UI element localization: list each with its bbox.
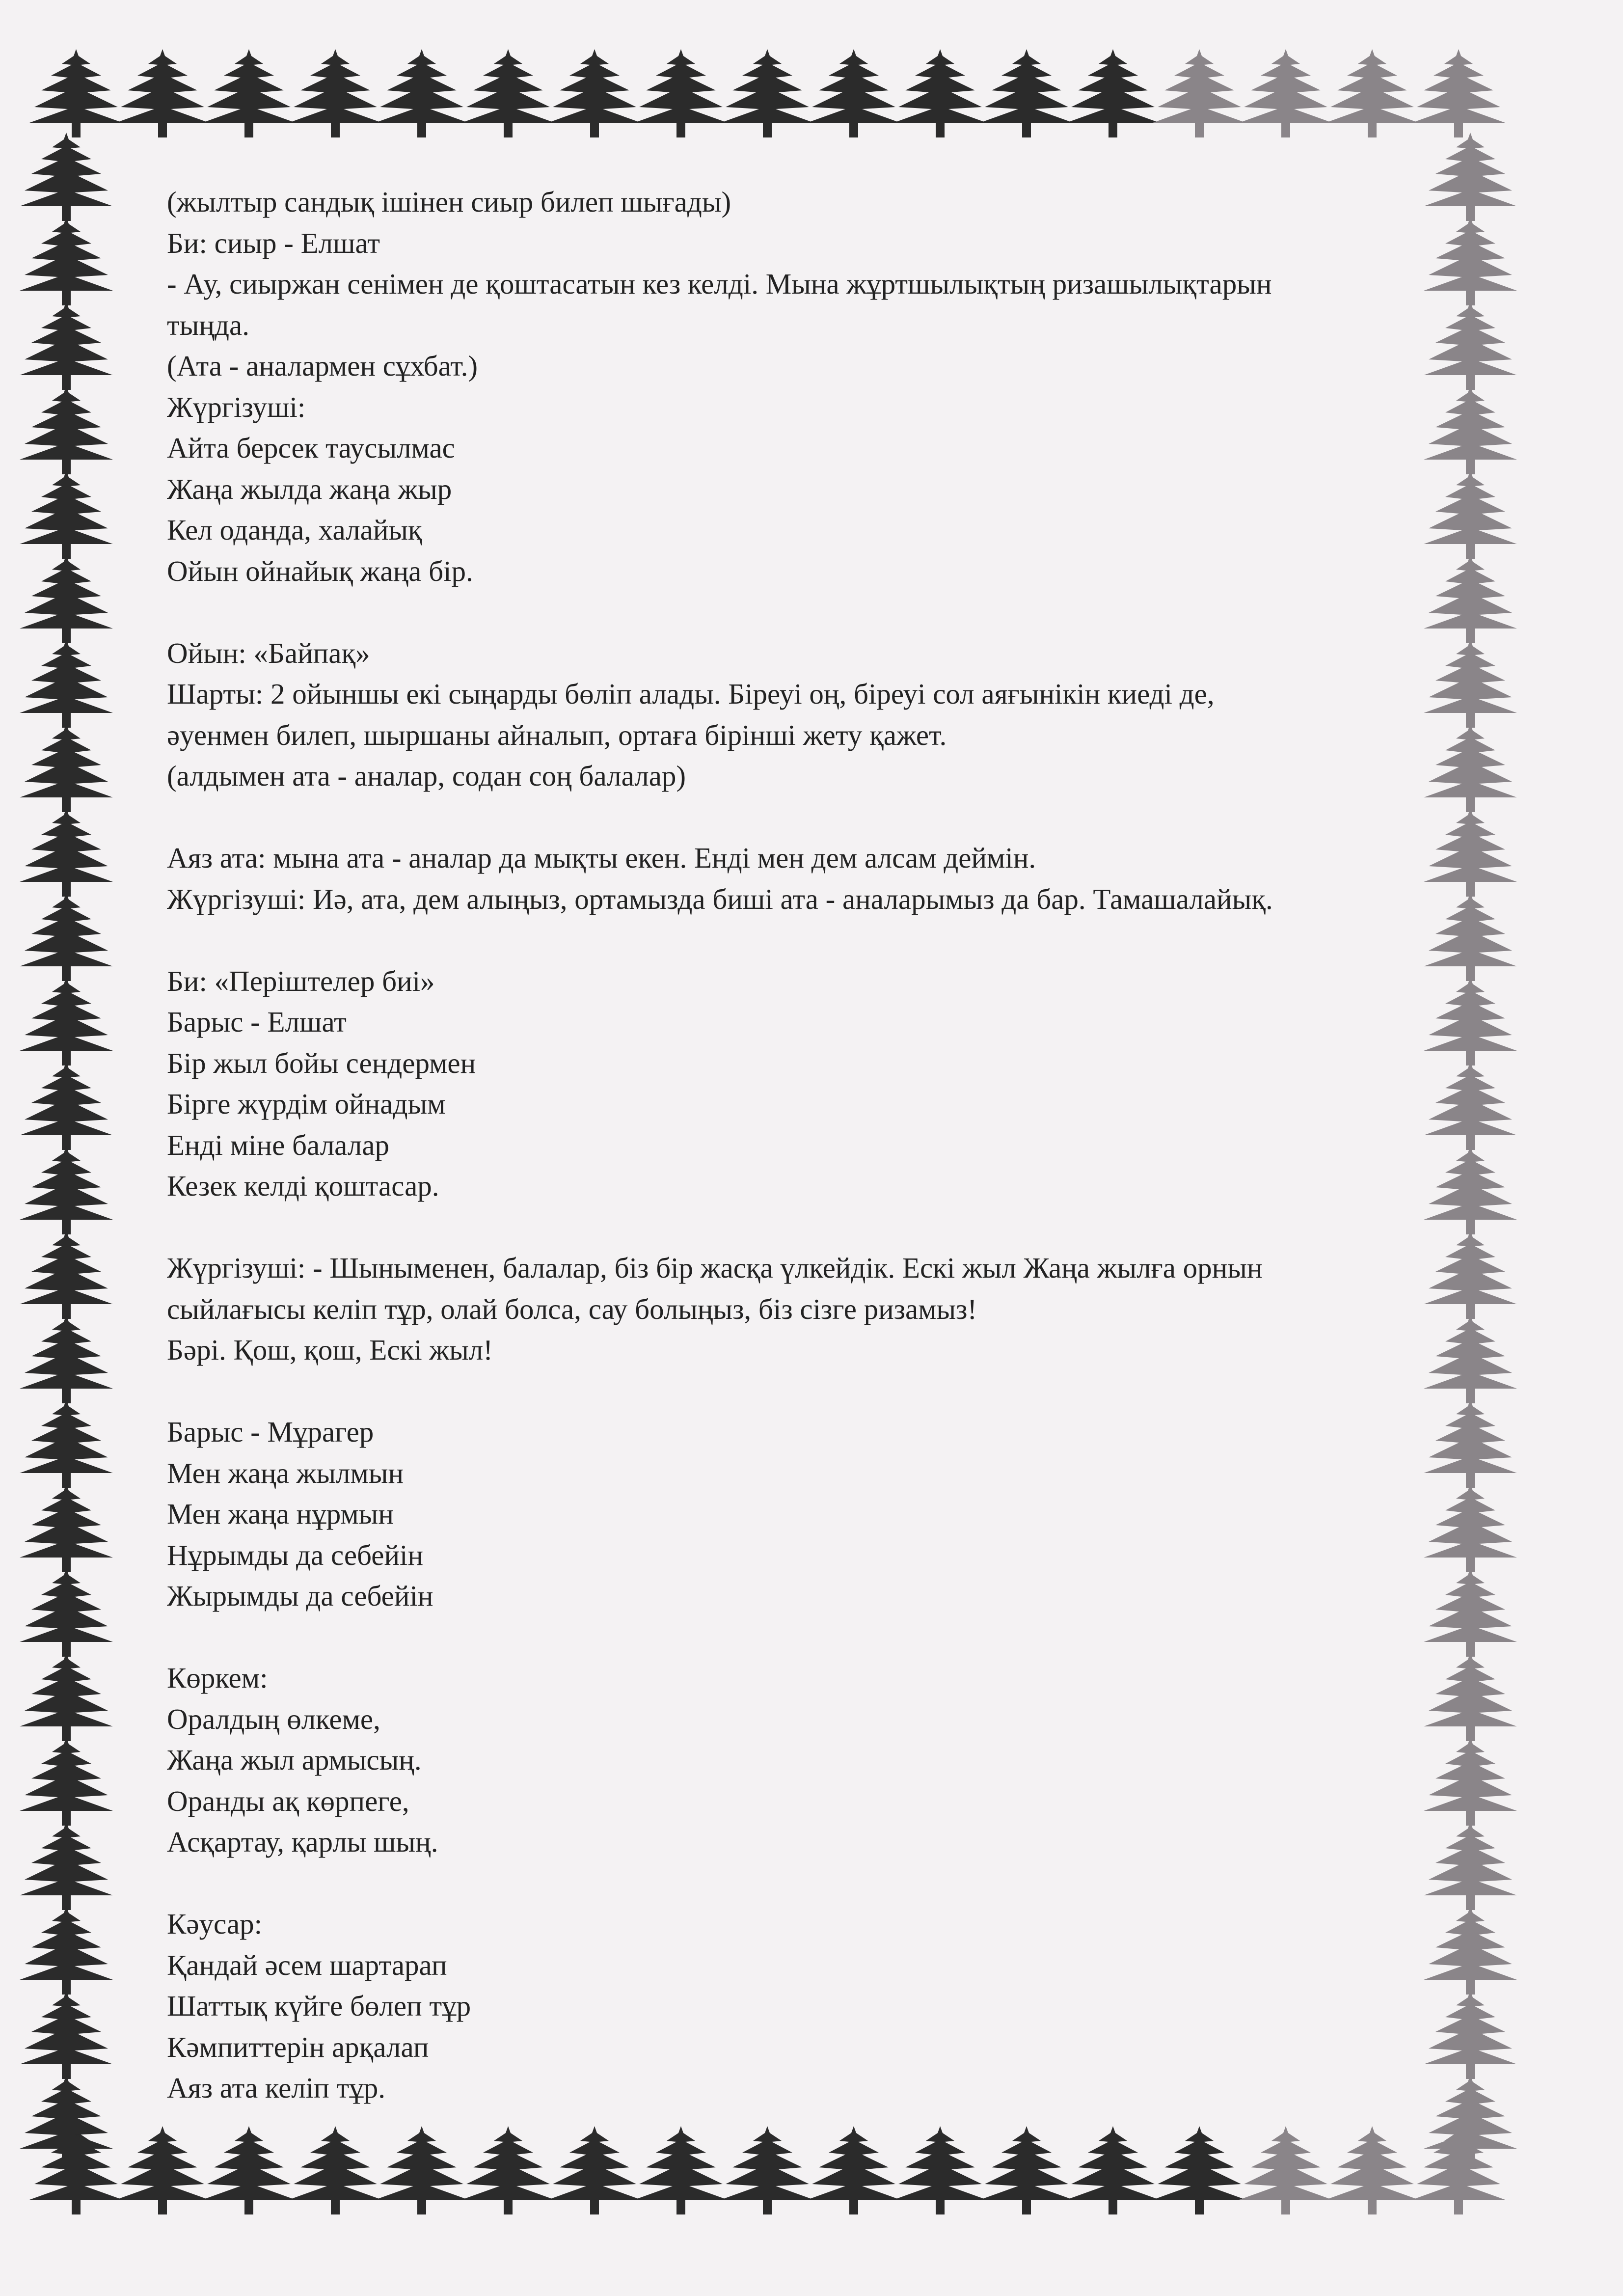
fir-tree-icon xyxy=(20,301,113,390)
fir-tree-icon xyxy=(1325,49,1419,137)
text-line: Оралдың өлкеме, xyxy=(167,1702,380,1735)
fir-tree-icon xyxy=(20,1568,113,1657)
fir-tree-icon xyxy=(721,49,814,137)
fir-tree-icon xyxy=(1412,2126,1505,2214)
fir-tree-icon xyxy=(20,1230,113,1319)
fir-tree-icon xyxy=(1325,2126,1419,2214)
text-line: Бірге жүрдім ойнадым xyxy=(167,1088,446,1120)
paragraph-gap xyxy=(167,797,1443,838)
text-line: Көркем: xyxy=(167,1662,268,1694)
fir-tree-icon xyxy=(20,724,113,812)
text-line: Енді міне балалар xyxy=(167,1128,390,1161)
text-line: (Ата - аналармен сұхбат.) xyxy=(167,350,478,382)
fir-tree-icon xyxy=(289,49,382,137)
fir-tree-icon xyxy=(20,1484,113,1572)
fir-tree-icon xyxy=(893,49,987,137)
text-line: Бәрі. Қош, қош, Ескі жыл! xyxy=(167,1334,493,1366)
fir-tree-icon xyxy=(375,49,468,137)
text-line: Аяз ата келіп тұр. xyxy=(167,2072,385,2104)
fir-tree-icon xyxy=(20,1653,113,1741)
text-line: Жаңа жылда жаңа жыр xyxy=(167,472,452,505)
paragraph-gap xyxy=(167,1371,1443,1412)
fir-tree-icon xyxy=(116,2126,209,2214)
text-line: Жырымды да себейін xyxy=(167,1580,433,1612)
paragraph-gap xyxy=(167,920,1443,961)
fir-tree-icon xyxy=(461,2126,555,2214)
fir-tree-icon xyxy=(20,2075,113,2163)
text-line: Мен жаңа жылмын xyxy=(167,1456,404,1489)
text-line: тыңда. xyxy=(167,308,249,341)
paragraph-gap xyxy=(167,1207,1443,1248)
text-line: Барыс - Мұрагер xyxy=(167,1416,374,1448)
text-line: Ойын ойнайық жаңа бір. xyxy=(167,554,473,587)
fir-tree-icon xyxy=(20,1737,113,1826)
text-line: сыйлағысы келіп тұр, олай болса, сау болыңыз, біз сізге ризамыз! xyxy=(167,1292,977,1325)
text-line: Би: «Періштелер биі» xyxy=(167,964,435,997)
text-line: Жүргізуші: - Шыныменен, балалар, біз бір жасқа үлкейдік. Ескі жыл Жаңа жылға орнын xyxy=(167,1252,1263,1284)
fir-tree-icon xyxy=(461,49,555,137)
text-line: (алдымен ата - аналар, содан соң балалар) xyxy=(167,760,686,792)
fir-tree-icon xyxy=(375,2126,468,2214)
fir-tree-icon xyxy=(1153,2126,1246,2214)
fir-tree-icon xyxy=(1066,49,1160,137)
text-line: Барыс - Елшат xyxy=(167,1006,347,1038)
fir-tree-icon xyxy=(1239,2126,1332,2214)
fir-tree-icon xyxy=(1239,49,1332,137)
fir-tree-icon xyxy=(20,1062,113,1150)
fir-tree-icon xyxy=(202,2126,296,2214)
text-line: әуенмен билеп, шыршаны айналып, ортаға бірінші жету қажет. xyxy=(167,718,947,751)
fir-tree-icon xyxy=(20,808,113,897)
text-line: Мен жаңа нұрмын xyxy=(167,1498,394,1530)
fir-tree-icon xyxy=(20,1822,113,1910)
fir-tree-icon xyxy=(20,977,113,1066)
fir-tree-icon xyxy=(634,2126,728,2214)
text-line: (жылтыр сандық ішінен сиыр билеп шығады) xyxy=(167,186,731,218)
text-line: Бір жыл бойы сендермен xyxy=(167,1046,476,1079)
paragraph-gap xyxy=(167,592,1443,633)
text-line: Ойын: «Байпақ» xyxy=(167,636,370,669)
fir-tree-icon xyxy=(807,2126,900,2214)
fir-tree-icon xyxy=(548,2126,641,2214)
fir-tree-icon xyxy=(1066,2126,1160,2214)
text-line: Кәусар: xyxy=(167,1908,263,1940)
fir-tree-icon xyxy=(29,2126,123,2214)
fir-tree-icon xyxy=(807,49,900,137)
fir-tree-icon xyxy=(29,49,123,137)
text-line: Жүргізуші: xyxy=(167,390,306,423)
fir-tree-icon xyxy=(20,470,113,559)
text-line: Кезек келді қоштасар. xyxy=(167,1170,439,1202)
fir-tree-icon xyxy=(20,386,113,474)
fir-tree-icon xyxy=(980,49,1073,137)
fir-tree-icon xyxy=(202,49,296,137)
fir-tree-icon xyxy=(20,1991,113,2079)
fir-tree-icon xyxy=(20,893,113,981)
fir-tree-icon xyxy=(1412,49,1505,137)
fir-tree-icon xyxy=(893,2126,987,2214)
text-line: Шаттық күйге бөлеп тұр xyxy=(167,1990,471,2022)
paragraph-gap xyxy=(167,1617,1443,1658)
text-line: Нұрымды да себейін xyxy=(167,1538,424,1571)
fir-tree-icon xyxy=(20,1399,113,1488)
fir-tree-icon xyxy=(634,49,728,137)
text-line: Кәмпиттерін арқалап xyxy=(167,2030,429,2063)
fir-tree-icon xyxy=(980,2126,1073,2214)
fir-tree-icon xyxy=(20,1906,113,1995)
text-line: Оранды ақ көрпеге, xyxy=(167,1784,409,1817)
text-line: Қандай әсем шартарап xyxy=(167,1948,447,1981)
text-line: Жаңа жыл армысың. xyxy=(167,1744,422,1776)
fir-tree-icon xyxy=(721,2126,814,2214)
fir-tree-icon xyxy=(548,49,641,137)
text-line: Айта берсек таусылмас xyxy=(167,432,455,464)
text-line: Кел оданда, халайық xyxy=(167,514,422,546)
fir-tree-icon xyxy=(20,133,113,221)
fir-tree-icon xyxy=(20,555,113,643)
fir-tree-icon xyxy=(20,639,113,728)
fir-tree-icon xyxy=(116,49,209,137)
fir-tree-icon xyxy=(20,1315,113,1403)
fir-tree-icon xyxy=(20,217,113,305)
document-text xyxy=(167,182,1443,2109)
text-line: - Ау, сиыржан сенімен де қоштасатын кез келді. Мына жұртшылықтың ризашылықтарын xyxy=(167,268,1272,300)
paragraph-gap xyxy=(167,1863,1443,1904)
text-line: Аяз ата: мына ата - аналар да мықты екен. Енді мен дем алсам деймін. xyxy=(167,842,1036,874)
text-line: Асқартау, қарлы шың. xyxy=(167,1826,438,1858)
text-line: Жүргізуші: Иә, ата, дем алыңыз, ортамызда биші ата - аналарымыз да бар. Тамашалайық. xyxy=(167,882,1273,915)
text-line: Би: сиыр - Елшат xyxy=(167,226,380,259)
fir-tree-icon xyxy=(1153,49,1246,137)
text-line: Шарты: 2 ойыншы екі сыңарды бөліп алады. Біреуі оң, біреуі сол аяғынікін киеді де, xyxy=(167,678,1215,710)
fir-tree-icon xyxy=(289,2126,382,2214)
fir-tree-icon xyxy=(20,1146,113,1234)
